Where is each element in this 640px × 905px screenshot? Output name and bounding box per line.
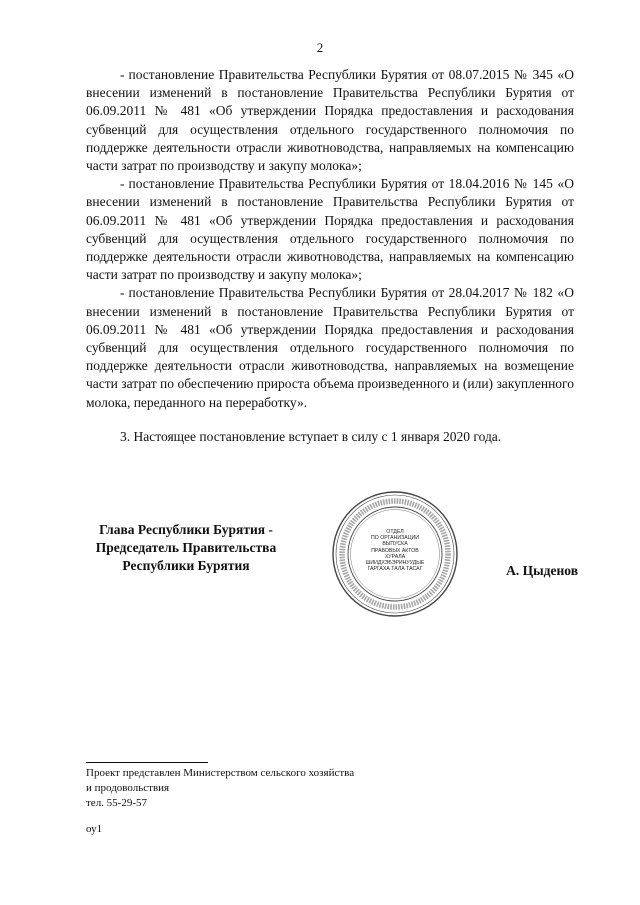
seal-text-line: ГАРГАХА ТАЛА ТАСАГ (367, 566, 423, 573)
list-item-text: постановление Правительства Республики Бурятия от 18.04.2016 № 145 «О внесении изменений в постановление Правительства Республики Бурятия от 06.09.2011 № 481 «Об утверждении Порядка предоставления и расходования субвенций для осуществления отдельного государственного полномочия по поддержке деятельности отрасли животноводства, направляемых на компенсацию части затрат по производству и закупу молока»; (86, 176, 574, 283)
seal-text-line: ПО ОРГАНИЗАЦИИ (371, 535, 419, 542)
list-item-prefix: - (120, 176, 125, 192)
seal-text-line: ШИИДХЭБЭРИНУУДЫЕ (365, 560, 425, 567)
list-item (86, 284, 574, 411)
signatory-name: А. Цыденов (506, 563, 578, 578)
document-code: оу1 (86, 823, 103, 835)
footnote-line: тел. 55-29-57 (86, 797, 148, 809)
page-number: 2 (316, 40, 324, 55)
document-body (86, 66, 574, 446)
effective-date-clause: 3. Настоящее постановление вступает в силу с 1 января 2020 года. (120, 428, 502, 444)
signatory-title-line: Республики Бурятия (122, 558, 250, 573)
footnote-line: Проект представлен Министерством сельского хозяйства (86, 767, 355, 779)
list-item-text: постановление Правительства Республики Бурятия от 08.07.2015 № 345 «О внесении изменений в постановление Правительства Республики Бурятия от 06.09.2011 № 481 «Об утверждении Порядка предоставления и расходования субвенций для осуществления отдельного государственного полномочия по поддержке деятельности отрасли животноводства, направляемых на компенсацию части затрат по производству и закупу молока»; (86, 67, 574, 174)
list-item-text: постановление Правительства Республики Бурятия от 28.04.2017 № 182 «О внесении изменений в постановление Правительства Республики Бурятия от 06.09.2011 № 481 «Об утверждении Порядка предоставления и расходования субвенций для осуществления отдельного государственного полномочия по поддержке деятельности отрасли животноводства, направляемых на возмещение части затрат по обеспечению прироста объема произведенного и (или) закупленного молока, переданного на переработку». (86, 285, 574, 410)
official-seal (330, 489, 460, 619)
seal-text-line: ПРАВОВЫХ АКТОВ (371, 547, 419, 554)
seal-text-line: ОТДЕЛ (386, 529, 404, 535)
footnote-line: и продовольствия (86, 782, 170, 794)
signatory-title (86, 521, 286, 575)
seal-text-line: ВЫПУСКА (382, 541, 408, 548)
seal-text-line: ХУРАЛА (384, 553, 406, 560)
seal-center-text (356, 529, 434, 572)
footnote (86, 766, 446, 811)
list-item (86, 175, 574, 284)
list-item (86, 66, 574, 175)
list-item-prefix: - (120, 285, 125, 301)
list-item-prefix: - (120, 67, 125, 82)
footnote-divider (86, 762, 208, 763)
signatory-title-line: Глава Республики Бурятия - (99, 522, 273, 537)
signatory-title-line: Председатель Правительства (95, 540, 277, 555)
